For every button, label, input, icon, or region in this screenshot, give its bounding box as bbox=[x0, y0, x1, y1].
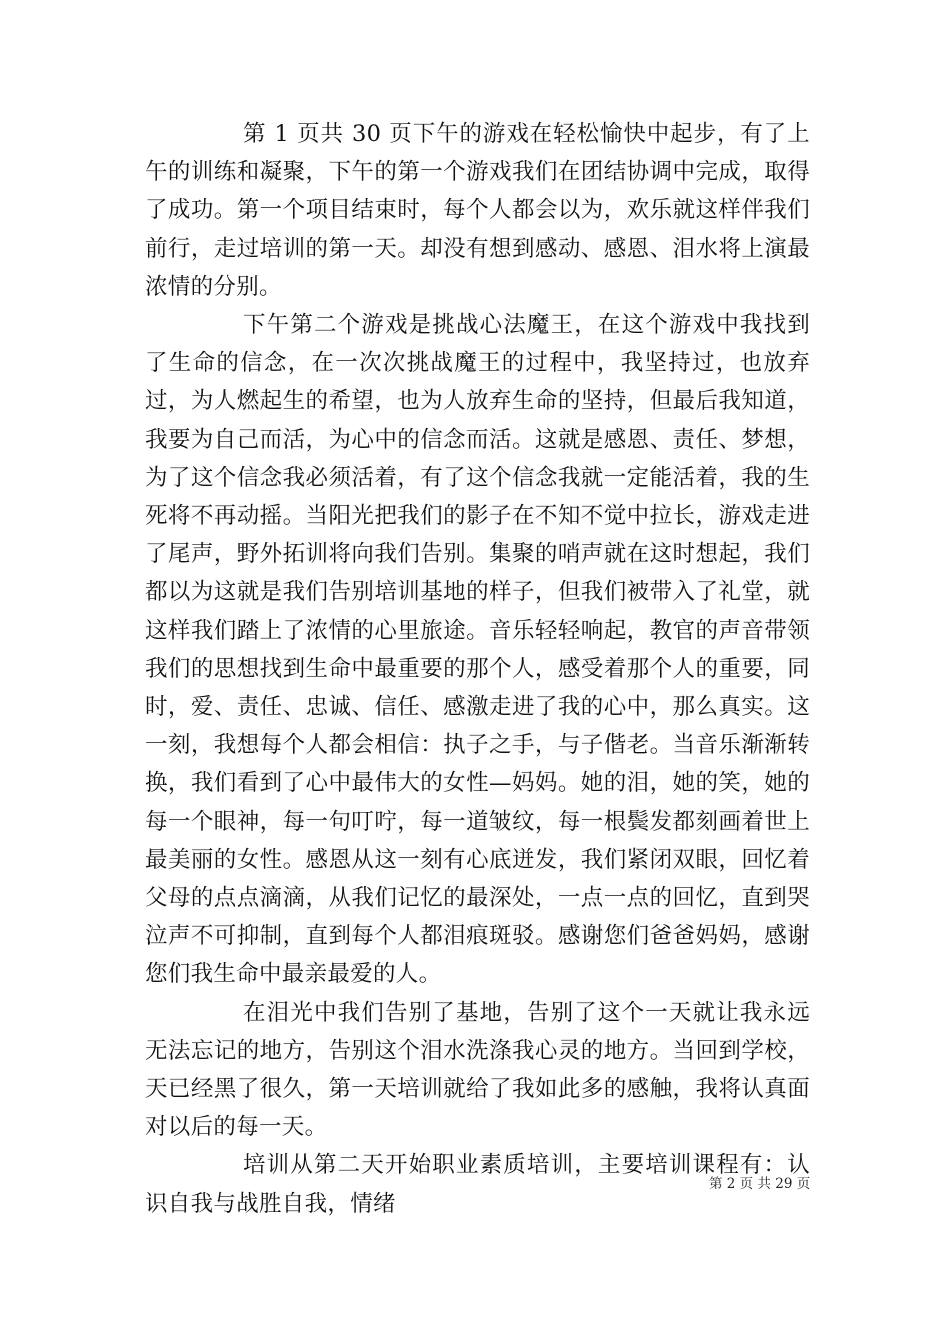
page-footer: 第 2 页 共 29 页 bbox=[709, 1176, 811, 1192]
paragraph-4: 培训从第二天开始职业素质培训，主要培训课程有：认识自我与战胜自我，情绪 bbox=[145, 1152, 810, 1217]
paragraph-3: 在泪光中我们告别了基地，告别了这个一天就让我永远无法忘记的地方，告别这个泪水洗涤我心灵的地方。当回到学校，天已经黑了很久，第一天培训就给了我如此多的感触，我将认真面对以后的每一天。 bbox=[145, 999, 810, 1141]
paragraph-2: 下午第二个游戏是挑战心法魔王，在这个游戏中我找到了生命的信念，在一次次挑战魔王的过程中，我坚持过，也放弃过，为人燃起生的希望，也为人放弃生命的坚持，但最后我知道，我要为自己而活，为心中的信念而活。这就是感恩、责任、梦想，为了这个信念我必须活着，有了这个信念我就一定能活着，我的生死将不再动摇。当阳光把我们的影子在不知不觉中拉长，游戏走进了尾声，野外拓训将向我们告别。集聚的哨声就在这时想起，我们都以为这就是我们告别培训基地的样子，但我们被带入了礼堂，就这样我们踏上了浓情的心里旅途。音乐轻轻响起，教官的声音带领我们的思想找到生命中最重要的那个人，感受着那个人的重要，同时，爱、责任、忠诚、信任、感激走进了我的心中，那么真实。这一刻，我想每个人都会相信：执子之手，与子偕老。当音乐渐渐转换，我们看到了心中最伟大的女性—妈妈。她的泪，她的笑，她的每一个眼神，每一句叮咛，每一道皱纹，每一根鬓发都刻画着世上最美丽的女性。感恩从这一刻有心底迸发，我们紧闭双眼，回忆着父母的点点滴滴，从我们记忆的最深处，一点一点的回忆，直到哭泣声不可抑制，直到每个人都泪痕斑驳。感谢您们爸爸妈妈，感谢您们我生命中最亲最爱的人。 bbox=[145, 312, 810, 988]
body-text bbox=[145, 115, 810, 1223]
paragraph-1: 第 1 页共 30 页下午的游戏在轻松愉快中起步，有了上午的训练和凝聚，下午的第一个游戏我们在团结协调中完成，取得了成功。第一个项目结束时，每个人都会以为，欢乐就这样伴我们前行，走过培训的第一天。却没有想到感动、感恩、泪水将上演最浓情的分别。 bbox=[145, 121, 810, 300]
